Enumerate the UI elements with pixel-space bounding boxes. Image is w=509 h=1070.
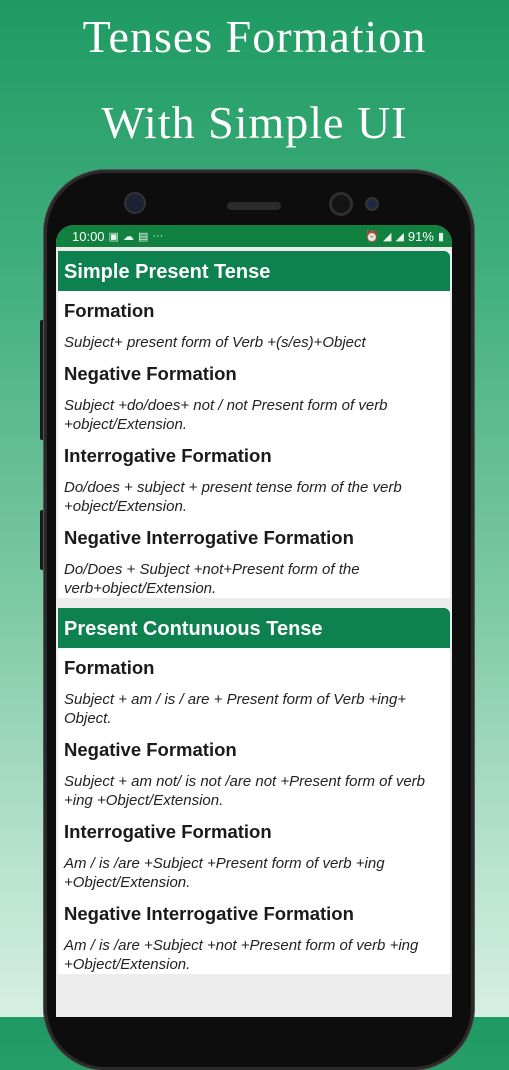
alarm-icon: ⏰ [365, 230, 379, 243]
promo-title-line1: Tenses Formation [82, 11, 427, 62]
clipboard-icon: ▤ [137, 230, 149, 243]
battery-icon: ▮ [437, 230, 444, 243]
section-heading: Formation [64, 657, 155, 678]
section-body: Am / is /are +Subject +not +Present form of verb +ing +Object/Extension. [64, 937, 419, 973]
status-time: 10:00 [72, 228, 105, 244]
card-title: Present Contunuous Tense [58, 608, 450, 648]
tense-card [58, 251, 450, 598]
section-body: Do/Does + Subject +not+Present form of the verb+object/Extension. [64, 561, 360, 597]
section-body: Subject + am not/ is not /are not +Present form of verb +ing +Object/Extension. [64, 773, 426, 809]
section-heading: Negative Interrogative Formation [64, 527, 354, 548]
iris-sensor-icon [365, 197, 379, 211]
battery-percent: 91% [407, 228, 434, 244]
sensor-icon [124, 192, 146, 214]
section-body: Do/does + subject + present tense form of the verb +object/Extension. [64, 479, 402, 515]
section-heading: Negative Interrogative Formation [64, 903, 354, 924]
content-scroll[interactable] [56, 247, 452, 984]
status-bar [56, 225, 452, 247]
front-camera-icon [329, 192, 353, 216]
section-heading: Interrogative Formation [64, 821, 272, 842]
signal-icon: ◢ [382, 230, 392, 243]
signal-icon: ◢ [395, 230, 404, 243]
section-heading: Interrogative Formation [64, 445, 272, 466]
section-body: Subject + am / is / are + Present form of Verb +ing+ Object. [64, 691, 407, 727]
image-icon: ▣ [108, 230, 119, 243]
section-body: Am / is /are +Subject +Present form of verb +ing +Object/Extension. [64, 855, 385, 891]
section-heading: Formation [64, 300, 155, 321]
tense-card [58, 608, 450, 974]
cloud-icon: ☁ [122, 230, 134, 243]
section-heading: Negative Formation [64, 739, 237, 760]
section-body: Subject+ present form of Verb +(s/es)+Object [64, 334, 366, 351]
more-icon: ··· [152, 230, 164, 242]
earpiece-speaker [227, 202, 281, 210]
card-title: Simple Present Tense [58, 251, 450, 291]
section-heading: Negative Formation [64, 363, 237, 384]
promo-title-line2: With Simple UI [101, 97, 408, 148]
phone-screen [56, 225, 452, 1017]
section-body: Subject +do/does+ not / not Present form of verb +object/Extension. [64, 397, 388, 433]
